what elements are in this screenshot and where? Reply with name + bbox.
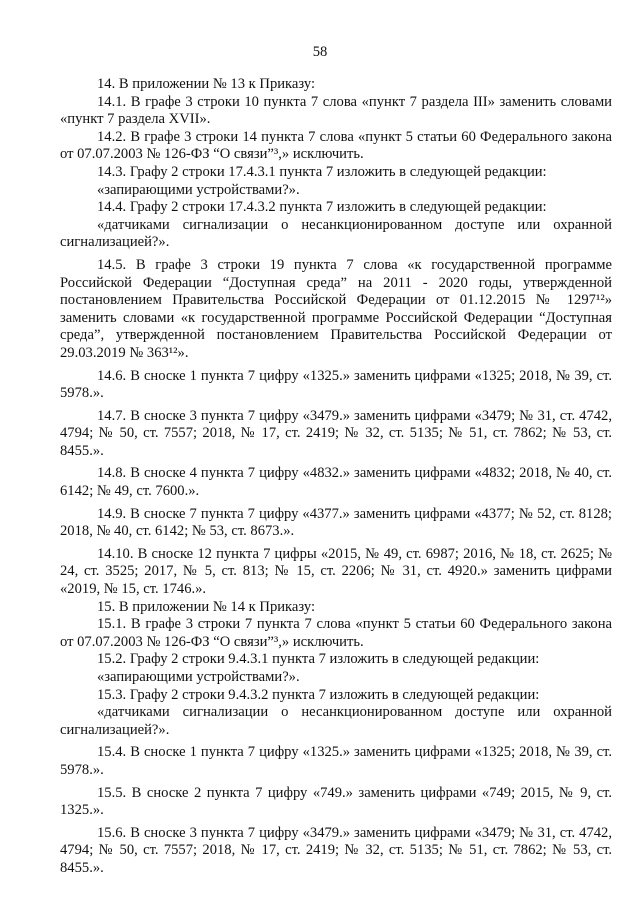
document-body xyxy=(60,76,612,878)
paragraph-14-4: 14.4. Графу 2 строки 17.4.3.2 пункта 7 изложить в следующей редакции: xyxy=(97,199,547,216)
paragraph-14-3-text: «запирающими устройствами?». xyxy=(97,181,300,198)
paragraph-14-8: 14.8. В сноске 4 пункта 7 цифру «4832.» заменить цифрами «4832; 2018, № 40, ст. 6142; № 49, ст. 7600.». xyxy=(60,465,612,500)
paragraph-15-3: 15.3. Графу 2 строки 9.4.3.2 пункта 7 изложить в следующей редакции: xyxy=(97,686,540,703)
paragraph-15: 15. В приложении № 14 к Приказу: xyxy=(97,598,316,615)
paragraph-14-5: 14.5. В графе 3 строки 19 пункта 7 слова «к государственной программе Российской Федерации “Доступная среда” на 2011 - 2020 годы, утвержденной постановлением Правительства Российской Федерации от 01.12.2015 № 1297¹²» заменить словами «к государственной программе Российской Федерации “Доступная среда”, утвержденной постановлением Правительства Российской Федерации от 29.03.2019 № 363¹²». xyxy=(60,256,612,361)
paragraph-14-1: 14.1. В графе 3 строки 10 пункта 7 слова «пункт 7 раздела III» заменить словами «пункт 7 раздела XVII». xyxy=(60,93,612,128)
paragraph-15-1: 15.1. В графе 3 строки 7 пункта 7 слова «пункт 5 статьи 60 Федерального закона от 07.07.2003 № 126-ФЗ “О связи”³,» исключить. xyxy=(60,616,612,650)
paragraph-14-2: 14.2. В графе 3 строки 14 пункта 7 слова «пункт 5 статьи 60 Федерального закона от 07.07.2003 № 126-ФЗ “О связи”³,» исключить. xyxy=(60,128,612,163)
page-number: 58 xyxy=(312,44,328,60)
paragraph-14-3: 14.3. Графу 2 строки 17.4.3.1 пункта 7 изложить в следующей редакции: xyxy=(97,163,547,180)
paragraph-14-4-text: «датчиками сигнализации о несанкционированном доступе или охранной сигнализацией?». xyxy=(60,216,612,251)
paragraph-14: 14. В приложении № 13 к Приказу: xyxy=(97,76,316,92)
paragraph-14-10: 14.10. В сноске 12 пункта 7 цифры «2015, № 49, ст. 6987; 2016, № 18, ст. 2625; № 24, ст. 3525; 2017, № 5, ст. 813; № 15, ст. 2206; № 31, ст. 4920.» заменить цифрами «2019, № 15, ст. 1746.». xyxy=(60,545,612,598)
paragraph-15-5: 15.5. В сноске 2 пункта 7 цифру «749.» заменить цифрами «749; 2015, № 9, ст. 1325.». xyxy=(60,784,612,819)
paragraph-14-6: 14.6. В сноске 1 пункта 7 цифру «1325.» заменить цифрами «1325; 2018, № 39, ст. 5978.». xyxy=(60,367,612,402)
paragraph-15-2-text: «запирающими устройствами?». xyxy=(97,669,300,685)
paragraph-14-7: 14.7. В сноске 3 пункта 7 цифру «3479.» заменить цифрами «3479; № 31, ст. 4742, 4794; № 50, ст. 7557; 2018, № 17, ст. 2419; № 32, ст. 5135; № 51, ст. 7862; № 53, ст. 8455.». xyxy=(60,407,612,459)
paragraph-15-3-text: «датчиками сигнализации о несанкционированном доступе или охранной сигнализацией?». xyxy=(60,704,612,738)
paragraph-15-2: 15.2. Графу 2 строки 9.4.3.1 пункта 7 изложить в следующей редакции: xyxy=(97,651,540,668)
paragraph-15-4: 15.4. В сноске 1 пункта 7 цифру «1325.» заменить цифрами «1325; 2018, № 39, ст. 5978.». xyxy=(60,744,612,778)
paragraph-15-6: 15.6. В сноске 3 пункта 7 цифру «3479.» заменить цифрами «3479; № 31, ст. 4742, 4794; № 50, ст. 7557; 2018, № 17, ст. 2419; № 32, ст. 5135; № 51, ст. 7862; № 53, ст. 8455.». xyxy=(60,824,612,876)
paragraph-14-9: 14.9. В сноске 7 пункта 7 цифру «4377.» заменить цифрами «4377; № 52, ст. 8128; 2018, № 40, ст. 6142; № 53, ст. 8673.». xyxy=(60,505,612,540)
